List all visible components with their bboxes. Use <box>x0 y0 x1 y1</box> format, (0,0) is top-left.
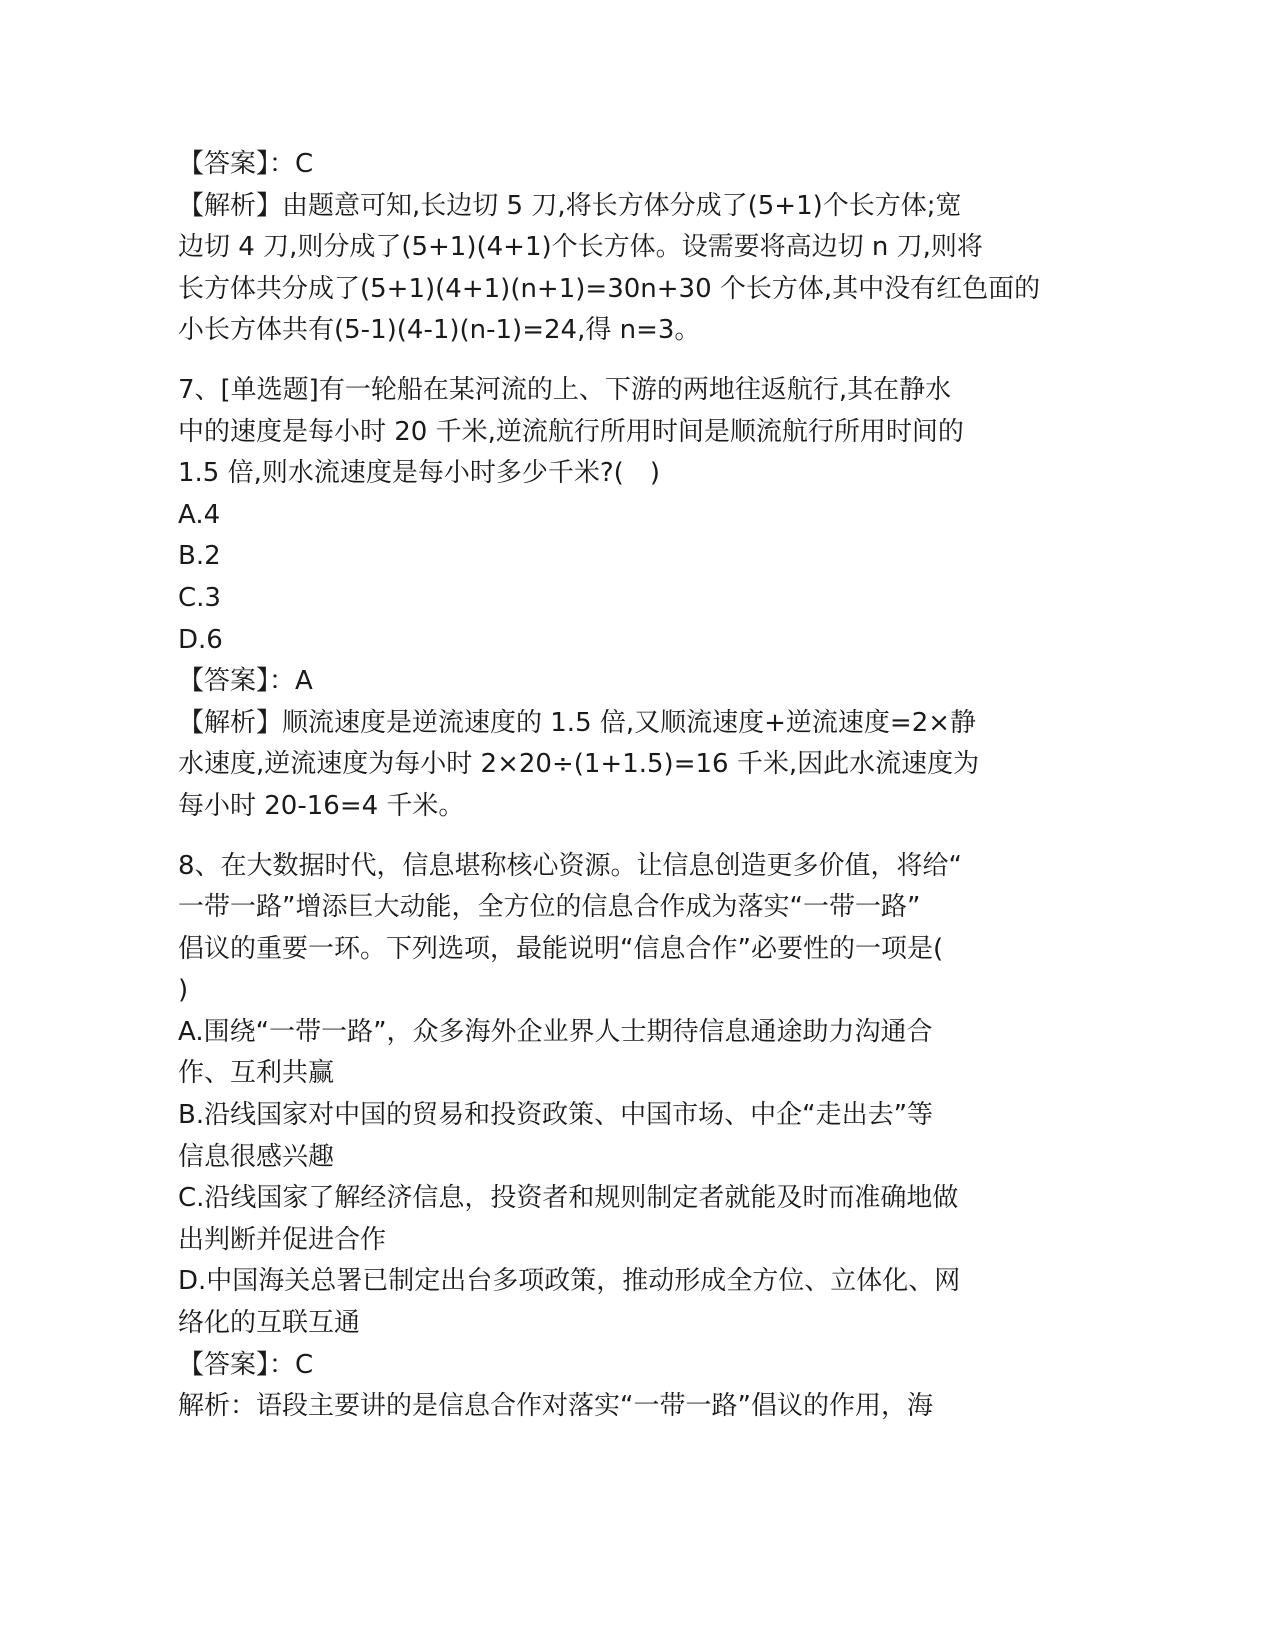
prev-analysis-line-1: 【解析】由题意可知,长边切 5 刀,将长方体分成了(5+1)个长方体;宽 <box>178 190 962 221</box>
q8-option-b-line-2: 信息很感兴趣 <box>178 1141 335 1172</box>
section-gap <box>178 352 1078 370</box>
q7-analysis-line-1: 【解析】顺流速度是逆流速度的 1.5 倍,又顺流速度+逆流速度=2×静 <box>178 707 977 738</box>
document-page <box>178 144 1078 1428</box>
question-8-block <box>178 846 1078 1428</box>
section-gap <box>178 828 1078 846</box>
prev-question-block <box>178 144 1078 352</box>
prev-answer-line: 【答案】：C <box>178 149 314 179</box>
q8-stem-line-3: 倡议的重要一环。下列选项，最能说明“信息合作”必要性的一项是( <box>178 933 944 964</box>
q7-option-a: A.4 <box>178 499 221 530</box>
q8-option-d-line-2: 络化的互联互通 <box>178 1308 361 1339</box>
q7-stem-line-2: 中的速度是每小时 20 千米,逆流航行所用时间是顺流航行所用时间的 <box>178 416 964 447</box>
q7-option-d: D.6 <box>178 624 223 655</box>
q8-option-c-line-2: 出判断并促进合作 <box>178 1224 387 1255</box>
q8-stem-line-1: 8、在大数据时代，信息堪称核心资源。让信息创造更多价值，将给“ <box>178 850 963 881</box>
q8-stem-line-2: 一带一路”增添巨大动能，全方位的信息合作成为落实“一带一路” <box>178 892 921 923</box>
q8-answer-line: 【答案】：C <box>178 1349 314 1380</box>
q7-option-b: B.2 <box>178 541 221 572</box>
q7-stem-line-1: 7、[单选题]有一轮船在某河流的上、下游的两地往返航行,其在静水 <box>178 374 952 405</box>
q7-analysis-line-3: 每小时 20-16=4 千米。 <box>178 790 465 821</box>
q8-option-a-line-1: A.围绕“一带一路”，众多海外企业界人士期待信息通途助力沟通合 <box>178 1016 933 1047</box>
q7-analysis-line-2: 水速度,逆流速度为每小时 2×20÷(1+1.5)=16 千米,因此水流速度为 <box>178 749 980 780</box>
prev-analysis-line-4: 小长方体共有(5-1)(4-1)(n-1)=24,得 n=3。 <box>178 315 701 346</box>
q7-stem-line-3: 1.5 倍,则水流速度是每小时多少千米?( ) <box>178 458 660 489</box>
q8-option-d-line-1: D.中国海关总署已制定出台多项政策，推动形成全方位、立体化、网 <box>178 1266 961 1297</box>
q8-stem-line-4: ) <box>178 975 189 1006</box>
q8-option-b-line-1: B.沿线国家对中国的贸易和投资政策、中国市场、中企“走出去”等 <box>178 1100 934 1131</box>
q8-analysis-line-1: 解析：语段主要讲的是信息合作对落实“一带一路”倡议的作用，海 <box>178 1391 933 1422</box>
q7-answer-line: 【答案】：A <box>178 666 313 697</box>
q8-option-a-line-2: 作、互利共赢 <box>178 1058 335 1089</box>
prev-analysis-line-2: 边切 4 刀,则分成了(5+1)(4+1)个长方体。设需要将高边切 n 刀,则将 <box>178 232 983 263</box>
q8-option-c-line-1: C.沿线国家了解经济信息，投资者和规则制定者就能及时而准确地做 <box>178 1183 959 1214</box>
question-7-block <box>178 370 1078 828</box>
q7-option-c: C.3 <box>178 582 221 613</box>
prev-analysis-line-3: 长方体共分成了(5+1)(4+1)(n+1)=30n+30 个长方体,其中没有红色面的 <box>178 273 1041 304</box>
